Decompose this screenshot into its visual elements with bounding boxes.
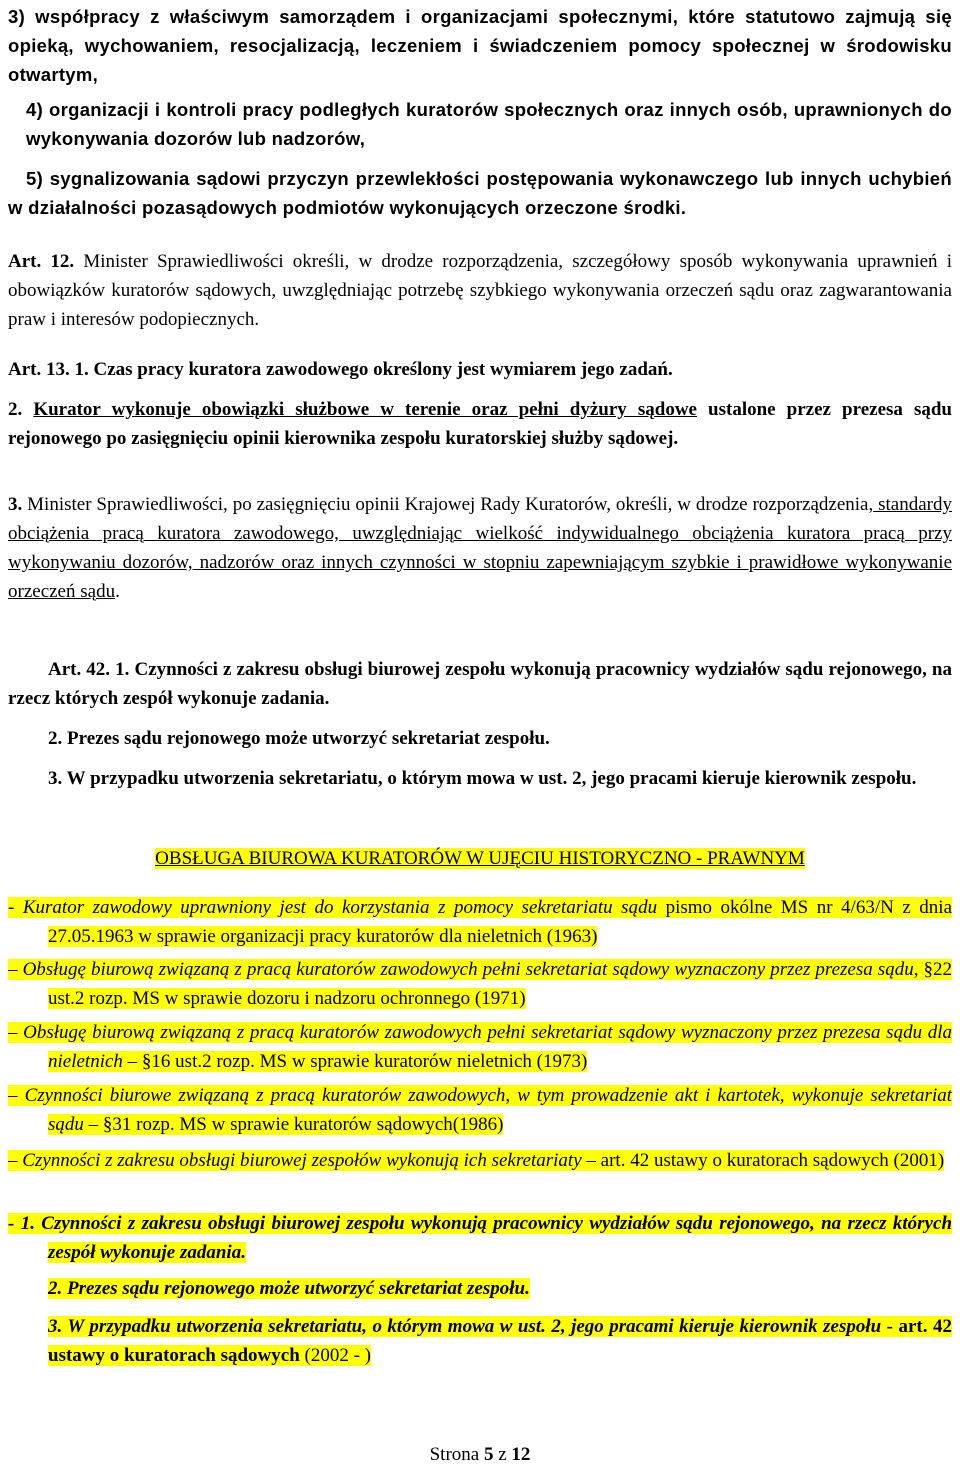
art-13-p2-rest: ustalone przez prezesa sądu rejonowego po zasięgnięciu opinii kierownika zespołu kuratorskiej służby sądowej. [8,399,952,449]
history-dash: – [8,1150,23,1171]
history-item-2 [8,955,952,1013]
page-footer [0,1440,960,1469]
footer-separator: z [493,1444,512,1465]
history-item-5-text: – art. 42 ustawy o kuratorach sądowych (2001) [581,1150,945,1171]
final-item-2 [8,1274,952,1303]
history-item-4-italic: Czynności biurowe związaną z pracą kuratorów zawodowych, w tym prowadzenie akt i kartotek, wykonuje sekretariat sądu [24,1085,952,1135]
history-item-3-italic: Obsługę biurową związaną z pracą kuratorów zawodowych pełni sekretariat sądowy wyznaczony przez prezesa sądu dla nieletnich [23,1022,953,1072]
art-42-p1-text: Czynności z zakresu obsługi biurowej zespołu wykonują pracownicy wydziałów sądu rejonowego, na rzecz których zespół wykonuje zadania. [8,659,952,709]
art-13-p2 [8,395,952,453]
footer-prefix: Strona [429,1444,484,1465]
art-13-p3-text: Minister Sprawiedliwości, po zasięgnięciu opinii Krajowej Rady Kuratorów, określi, w drodze rozporządzenia, [22,494,874,515]
history-item-5-italic: Czynności z zakresu obsługi biurowej zespołów wykonują ich sekretariaty [22,1150,582,1171]
art-13-p1 [8,355,952,384]
section-heading-text: OBSŁUGA BIUROWA KURATORÓW W UJĘCIU HISTORYCZNO - PRAWNYM [155,848,805,869]
final-item-3-bold: - art. 42 ustawy o kuratorach sądowych [48,1316,952,1366]
history-item-2-text: , §22 ust.2 rozp. MS w sprawie dozoru i nadzoru ochronnego (1971) [48,959,953,1009]
art-13-p2-num: 2. [8,399,34,420]
art-13-p3-num: 3. [8,494,23,515]
history-item-4-text: – §31 rozp. MS w sprawie kuratorów sądowych(1986) [83,1114,504,1135]
footer-total-pages: 12 [511,1444,531,1465]
art-13-label: Art. 13. 1. [8,359,89,380]
history-item-3 [8,1018,952,1076]
section-heading [8,844,952,873]
art-42-label: Art. 42. 1. [48,659,130,680]
art-13-p3-end: . [115,581,120,602]
history-item-2-italic: Obsługę biurową związaną z pracą kuratorów zawodowych pełni sekretariat sądowy wyznaczony przez prezesa sądu [22,959,914,980]
history-item-5 [8,1146,952,1175]
art-13-p2-underlined: Kurator wykonuje obowiązki służbowe w terenie oraz pełni dyżury sądowe [33,399,697,420]
final-item-2-text: 2. Prezes sądu rejonowego może utworzyć sekretariat zespołu. [48,1278,530,1299]
art-13-p1-text: Czas pracy kuratora zawodowego określony jest wymiarem jego zadań. [88,359,673,380]
final-dash: - [8,1213,21,1234]
history-item-1-italic: Kurator zawodowy uprawniony jest do korzystania z pomocy sekretariatu sądu [22,897,658,918]
footer-page-number: 5 [483,1444,494,1465]
history-dash: – [8,1022,24,1043]
history-item-4 [8,1081,952,1139]
art-12 [8,247,952,334]
art-12-text: Minister Sprawiedliwości określi, w drodze rozporządzenia, szczegółowy sposób wykonywania uprawnień i obowiązków kuratorów sądowych, uwzględniając potrzebę szybkiego wykonywania orzeczeń sądu oraz zagwarantowania praw i interesów podopiecznych. [8,251,952,330]
art-42-p3: 3. W przypadku utworzenia sekretariatu, o którym mowa w ust. 2, jego pracami kieruje kierownik zespołu. [48,768,917,789]
history-item-1 [8,893,952,951]
final-item-1 [8,1209,952,1267]
history-item-1-text: pismo okólne MS nr 4/63/N z dnia 27.05.1963 w sprawie organizacji pracy kuratorów dla nieletnich (1963) [48,897,952,947]
intro-item-3: 3) współpracy z właściwym samorządem i organizacjami społecznymi, które statutowo zajmują się opieką, wychowaniem, resocjalizacją, leczeniem i świadczeniem pomocy społecznej w środowisku otwartym, [8,6,952,85]
history-item-3-text: – §16 ust.2 rozp. MS w sprawie kuratorów nieletnich (1973) [122,1051,588,1072]
final-item-1-text: 1. Czynności z zakresu obsługi biurowej zespołu wykonują pracownicy wydziałów sądu rejonowego, na rzecz których zespół wykonuje zadania. [20,1213,953,1263]
intro-item-4 [8,95,952,153]
art-13-p3 [8,490,952,606]
final-item-3 [8,1312,952,1370]
intro-item-5 [8,164,952,222]
art-12-label: Art. 12. [8,251,75,272]
final-item-3-italic: 3. W przypadku utworzenia sekretariatu, o którym mowa w ust. 2, jego pracami kieruje kierownik zespołu [48,1316,882,1337]
final-item-3-text: (2002 - ) [299,1345,372,1366]
history-dash: – [8,1085,25,1106]
history-dash: – [8,959,23,980]
intro-item-4-text: 4) organizacji i kontroli pracy podległych kuratorów społecznych oraz innych osób, uprawnionych do wykonywania dozorów lub nadzorów, [26,99,952,149]
history-dash: - [8,897,23,918]
art-42-p2: 2. Prezes sądu rejonowego może utworzyć sekretariat zespołu. [48,728,550,749]
intro-item-5-text: 5) sygnalizowania sądowi przyczyn przewlekłości postępowania wykonawczego lub innych uchybień w działalności pozasądowych podmiotów wykonujących orzeczone środki. [8,168,952,218]
art-13-p3-underlined: standardy obciążenia pracą kuratora zawodowego, uwzględniając wielkość indywidualnego obciążenia kuratora pracą przy wykonywaniu dozorów, nadzorów oraz innych czynności w stopniu zapewniającym szybkie i prawidłowe wykonywanie orzeczeń sądu [8,494,952,602]
art-42-p1 [8,655,952,713]
